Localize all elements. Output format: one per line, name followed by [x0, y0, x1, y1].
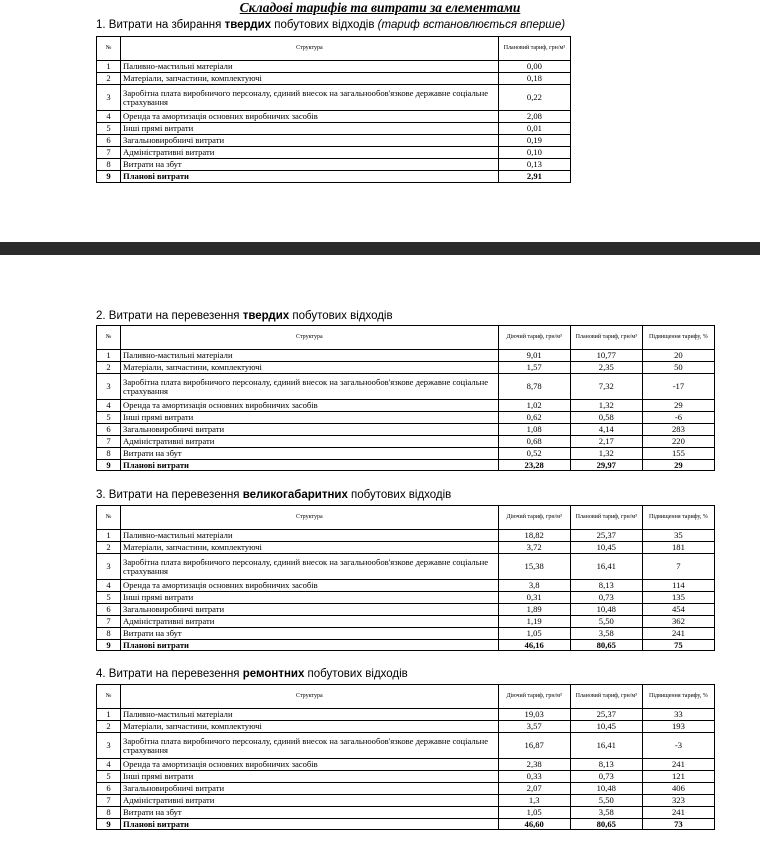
row-value: 0,01 — [498, 123, 570, 135]
table-row — [97, 709, 715, 721]
row-number: 9 — [97, 640, 121, 651]
row-label: Витрати на збут — [121, 628, 499, 640]
row-value: 3,8 — [498, 580, 570, 592]
row-number: 9 — [97, 819, 121, 830]
row-value: 29 — [642, 400, 714, 412]
row-label: Інші прямі витрати — [121, 592, 499, 604]
row-value: 0,73 — [570, 771, 642, 783]
column-header: Підвищення тарифу, % — [642, 506, 714, 530]
row-value: 10,77 — [570, 350, 642, 362]
row-value: 2,91 — [498, 171, 570, 183]
row-label: Матеріали, запчастини, комплектуючі — [121, 721, 499, 733]
row-value: 10,48 — [570, 783, 642, 795]
row-value: 29,97 — [570, 460, 642, 471]
row-label: Адміністративні витрати — [121, 795, 499, 807]
row-value: 193 — [642, 721, 714, 733]
section-1-heading-note: (тариф встановлюється вперше) — [377, 19, 566, 31]
row-value: 46,60 — [498, 819, 570, 830]
row-value: 1,3 — [498, 795, 570, 807]
row-label: Оренда та амортизація основних виробничих засобів — [121, 400, 499, 412]
page-break-divider — [0, 242, 760, 255]
row-label: Інші прямі витрати — [121, 412, 499, 424]
row-value: 3,72 — [498, 542, 570, 554]
section-1-heading-tail: побутових відходів — [271, 19, 378, 31]
table-row — [97, 350, 715, 362]
table-row — [97, 85, 571, 111]
row-value: 8,13 — [570, 580, 642, 592]
total-row — [97, 460, 715, 471]
row-value: 3,58 — [570, 628, 642, 640]
column-header: Підвищення тарифу, % — [642, 685, 714, 709]
section-2-table — [96, 325, 715, 471]
row-label: Інші прямі витрати — [121, 123, 499, 135]
row-label: Паливно-мастильні матеріали — [121, 350, 499, 362]
row-value: 0,19 — [498, 135, 570, 147]
table-header-row — [97, 326, 715, 350]
row-value: -17 — [642, 374, 714, 400]
row-label: Оренда та амортизація основних виробничих засобів — [121, 580, 499, 592]
row-value: 35 — [642, 530, 714, 542]
table-row — [97, 771, 715, 783]
total-row — [97, 819, 715, 830]
column-header: Плановий тариф, грн/м³ — [498, 37, 570, 61]
row-label: Витрати на збут — [121, 448, 499, 460]
table-row — [97, 542, 715, 554]
row-value: 1,57 — [498, 362, 570, 374]
row-value: 181 — [642, 542, 714, 554]
row-value: 406 — [642, 783, 714, 795]
row-value: 0,13 — [498, 159, 570, 171]
row-number: 6 — [97, 783, 121, 795]
row-value: 25,37 — [570, 709, 642, 721]
row-number: 1 — [97, 61, 121, 73]
section-2-heading-lead: 2. Витрати на перевезення — [96, 310, 243, 322]
table-row — [97, 111, 571, 123]
row-value: 0,68 — [498, 436, 570, 448]
row-value: 46,16 — [498, 640, 570, 651]
table-row — [97, 400, 715, 412]
row-value: 2,38 — [498, 759, 570, 771]
table-row — [97, 628, 715, 640]
row-value: 29 — [642, 460, 714, 471]
row-value: 2,07 — [498, 783, 570, 795]
row-value: 0,00 — [498, 61, 570, 73]
row-number: 4 — [97, 111, 121, 123]
row-value: 454 — [642, 604, 714, 616]
row-number: 3 — [97, 554, 121, 580]
row-value: -6 — [642, 412, 714, 424]
section-4-heading-tail: побутових відходів — [304, 668, 408, 680]
row-value: 220 — [642, 436, 714, 448]
row-value: 114 — [642, 580, 714, 592]
row-value: 8,13 — [570, 759, 642, 771]
table-row — [97, 592, 715, 604]
row-value: 23,28 — [498, 460, 570, 471]
row-label: Планові витрати — [121, 819, 499, 830]
row-value: 155 — [642, 448, 714, 460]
row-value: 1,08 — [498, 424, 570, 436]
row-number: 5 — [97, 592, 121, 604]
row-value: 4,14 — [570, 424, 642, 436]
column-header: Плановий тариф, грн/м³ — [570, 685, 642, 709]
row-value: 241 — [642, 807, 714, 819]
table-row — [97, 123, 571, 135]
section-2-heading-bold: твердих — [242, 310, 290, 322]
row-value: 75 — [642, 640, 714, 651]
row-label: Матеріали, запчастини, комплектуючі — [121, 542, 499, 554]
row-value: 16,41 — [570, 554, 642, 580]
row-value: 1,02 — [498, 400, 570, 412]
row-value: 19,03 — [498, 709, 570, 721]
row-number: 8 — [97, 628, 121, 640]
row-value: 10,48 — [570, 604, 642, 616]
row-value: 283 — [642, 424, 714, 436]
page-title: Складові тарифів та витрати за елементами — [239, 0, 521, 15]
table-row — [97, 436, 715, 448]
column-header: Плановий тариф, грн/м³ — [570, 506, 642, 530]
row-label: Адміністративні витрати — [121, 147, 499, 159]
row-value: 1,32 — [570, 448, 642, 460]
row-value: 16,87 — [498, 733, 570, 759]
column-header: Структура — [121, 326, 499, 350]
column-header: № — [97, 37, 121, 61]
table-row — [97, 783, 715, 795]
section-3-heading-bold: великогабаритних — [242, 489, 348, 501]
row-number: 8 — [97, 448, 121, 460]
section-4-heading-bold: ремонтних — [242, 668, 305, 680]
section-3-heading-lead: 3. Витрати на перевезення — [96, 489, 243, 501]
table-row — [97, 604, 715, 616]
row-value: 9,01 — [498, 350, 570, 362]
row-value: 80,65 — [570, 640, 642, 651]
row-number: 5 — [97, 412, 121, 424]
row-value: 33 — [642, 709, 714, 721]
total-row — [97, 640, 715, 651]
table-row — [97, 721, 715, 733]
row-label: Інші прямі витрати — [121, 771, 499, 783]
row-number: 7 — [97, 616, 121, 628]
row-value: 7 — [642, 554, 714, 580]
row-value: 3,58 — [570, 807, 642, 819]
row-value: 0,33 — [498, 771, 570, 783]
row-label: Витрати на збут — [121, 807, 499, 819]
row-number: 5 — [97, 771, 121, 783]
row-value: 5,50 — [570, 795, 642, 807]
row-value: 241 — [642, 628, 714, 640]
row-value: 135 — [642, 592, 714, 604]
row-number: 4 — [97, 580, 121, 592]
table-row — [97, 530, 715, 542]
row-label: Оренда та амортизація основних виробничих засобів — [121, 111, 499, 123]
total-row — [97, 171, 571, 183]
row-number: 8 — [97, 159, 121, 171]
row-number: 9 — [97, 460, 121, 471]
column-header: Структура — [121, 685, 499, 709]
row-value: 0,73 — [570, 592, 642, 604]
section-4-table — [96, 684, 715, 830]
table-row — [97, 759, 715, 771]
table-row — [97, 147, 571, 159]
row-number: 4 — [97, 400, 121, 412]
column-header: Діючий тариф, грн/м³ — [498, 326, 570, 350]
row-value: 1,19 — [498, 616, 570, 628]
table-row — [97, 733, 715, 759]
column-header: № — [97, 326, 121, 350]
column-header: Підвищення тарифу, % — [642, 326, 714, 350]
row-number: 3 — [97, 374, 121, 400]
table-row — [97, 580, 715, 592]
row-number: 6 — [97, 135, 121, 147]
row-number: 5 — [97, 123, 121, 135]
row-value: 15,38 — [498, 554, 570, 580]
column-header: Плановий тариф, грн/м³ — [570, 326, 642, 350]
column-header: № — [97, 685, 121, 709]
column-header: Діючий тариф, грн/м³ — [498, 506, 570, 530]
row-label: Планові витрати — [121, 460, 499, 471]
section-4-heading — [96, 667, 408, 681]
table-row — [97, 616, 715, 628]
row-number: 6 — [97, 604, 121, 616]
row-value: 2,08 — [498, 111, 570, 123]
table-row — [97, 61, 571, 73]
row-value: 1,05 — [498, 628, 570, 640]
row-value: 0,22 — [498, 85, 570, 111]
row-value: 0,52 — [498, 448, 570, 460]
row-value: 0,10 — [498, 147, 570, 159]
table-row — [97, 159, 571, 171]
row-label: Адміністративні витрати — [121, 616, 499, 628]
row-number: 4 — [97, 759, 121, 771]
table-row — [97, 374, 715, 400]
row-value: 18,82 — [498, 530, 570, 542]
row-value: 2,35 — [570, 362, 642, 374]
row-value: 8,78 — [498, 374, 570, 400]
row-label: Оренда та амортизація основних виробничих засобів — [121, 759, 499, 771]
section-1-table — [96, 36, 571, 183]
section-1-heading-lead: 1. Витрати на збирання — [96, 19, 225, 31]
row-number: 2 — [97, 362, 121, 374]
row-label: Витрати на збут — [121, 159, 499, 171]
row-number: 2 — [97, 73, 121, 85]
table-row — [97, 795, 715, 807]
row-number: 9 — [97, 171, 121, 183]
section-3-heading-tail: побутових відходів — [347, 489, 452, 501]
row-label: Загальновиробничі витрати — [121, 783, 499, 795]
table-row — [97, 424, 715, 436]
section-1-heading — [96, 18, 565, 32]
row-number: 7 — [97, 147, 121, 159]
row-number: 8 — [97, 807, 121, 819]
table-row — [97, 554, 715, 580]
row-label: Паливно-мастильні матеріали — [121, 61, 499, 73]
row-value: 0,18 — [498, 73, 570, 85]
row-value: 80,65 — [570, 819, 642, 830]
row-number: 3 — [97, 733, 121, 759]
column-header: Структура — [121, 37, 499, 61]
row-value: 7,32 — [570, 374, 642, 400]
row-value: 2,17 — [570, 436, 642, 448]
row-value: 362 — [642, 616, 714, 628]
table-header-row — [97, 37, 571, 61]
row-label: Загальновиробничі витрати — [121, 604, 499, 616]
row-label: Матеріали, запчастини, комплектуючі — [121, 73, 499, 85]
column-header: № — [97, 506, 121, 530]
section-1-heading-bold: твердих — [224, 19, 272, 31]
row-number: 2 — [97, 721, 121, 733]
row-value: 16,41 — [570, 733, 642, 759]
row-label: Заробітна плата виробничого персоналу, єдиний внесок на загальнообов'язкове державне соціальне страхування — [121, 374, 499, 400]
row-label: Заробітна плата виробничого персоналу, єдиний внесок на загальнообов'язкове державне соціальне страхування — [121, 733, 499, 759]
row-label: Планові витрати — [121, 640, 499, 651]
table-row — [97, 412, 715, 424]
section-3-heading — [96, 488, 451, 502]
row-value: 25,37 — [570, 530, 642, 542]
row-number: 3 — [97, 85, 121, 111]
section-2-heading-tail: побутових відходів — [289, 310, 393, 322]
table-header-row — [97, 685, 715, 709]
section-3-table — [96, 505, 715, 651]
row-label: Загальновиробничі витрати — [121, 424, 499, 436]
row-label: Паливно-мастильні матеріали — [121, 709, 499, 721]
row-number: 1 — [97, 530, 121, 542]
row-number: 6 — [97, 424, 121, 436]
row-value: 0,62 — [498, 412, 570, 424]
row-value: 1,32 — [570, 400, 642, 412]
row-label: Матеріали, запчастини, комплектуючі — [121, 362, 499, 374]
row-value: 73 — [642, 819, 714, 830]
row-label: Адміністративні витрати — [121, 436, 499, 448]
row-number: 1 — [97, 350, 121, 362]
table-row — [97, 807, 715, 819]
row-value: 241 — [642, 759, 714, 771]
row-label: Планові витрати — [121, 171, 499, 183]
section-4-heading-lead: 4. Витрати на перевезення — [96, 668, 243, 680]
row-number: 1 — [97, 709, 121, 721]
row-label: Заробітна плата виробничого персоналу, єдиний внесок на загальнообов'язкове державне соціальне страхування — [121, 85, 499, 111]
table-row — [97, 448, 715, 460]
row-value: 121 — [642, 771, 714, 783]
row-number: 2 — [97, 542, 121, 554]
row-value: 1,05 — [498, 807, 570, 819]
table-row — [97, 362, 715, 374]
table-row — [97, 135, 571, 147]
row-value: -3 — [642, 733, 714, 759]
row-value: 20 — [642, 350, 714, 362]
table-row — [97, 73, 571, 85]
row-value: 0,58 — [570, 412, 642, 424]
row-value: 3,57 — [498, 721, 570, 733]
row-number: 7 — [97, 795, 121, 807]
row-value: 10,45 — [570, 542, 642, 554]
row-label: Паливно-мастильні матеріали — [121, 530, 499, 542]
section-2-heading — [96, 309, 393, 323]
row-value: 0,31 — [498, 592, 570, 604]
table-header-row — [97, 506, 715, 530]
row-value: 10,45 — [570, 721, 642, 733]
row-number: 7 — [97, 436, 121, 448]
row-label: Загальновиробничі витрати — [121, 135, 499, 147]
row-value: 50 — [642, 362, 714, 374]
row-value: 5,50 — [570, 616, 642, 628]
row-label: Заробітна плата виробничого персоналу, єдиний внесок на загальнообов'язкове державне соціальне страхування — [121, 554, 499, 580]
row-value: 323 — [642, 795, 714, 807]
column-header: Діючий тариф, грн/м³ — [498, 685, 570, 709]
column-header: Структура — [121, 506, 499, 530]
row-value: 1,89 — [498, 604, 570, 616]
